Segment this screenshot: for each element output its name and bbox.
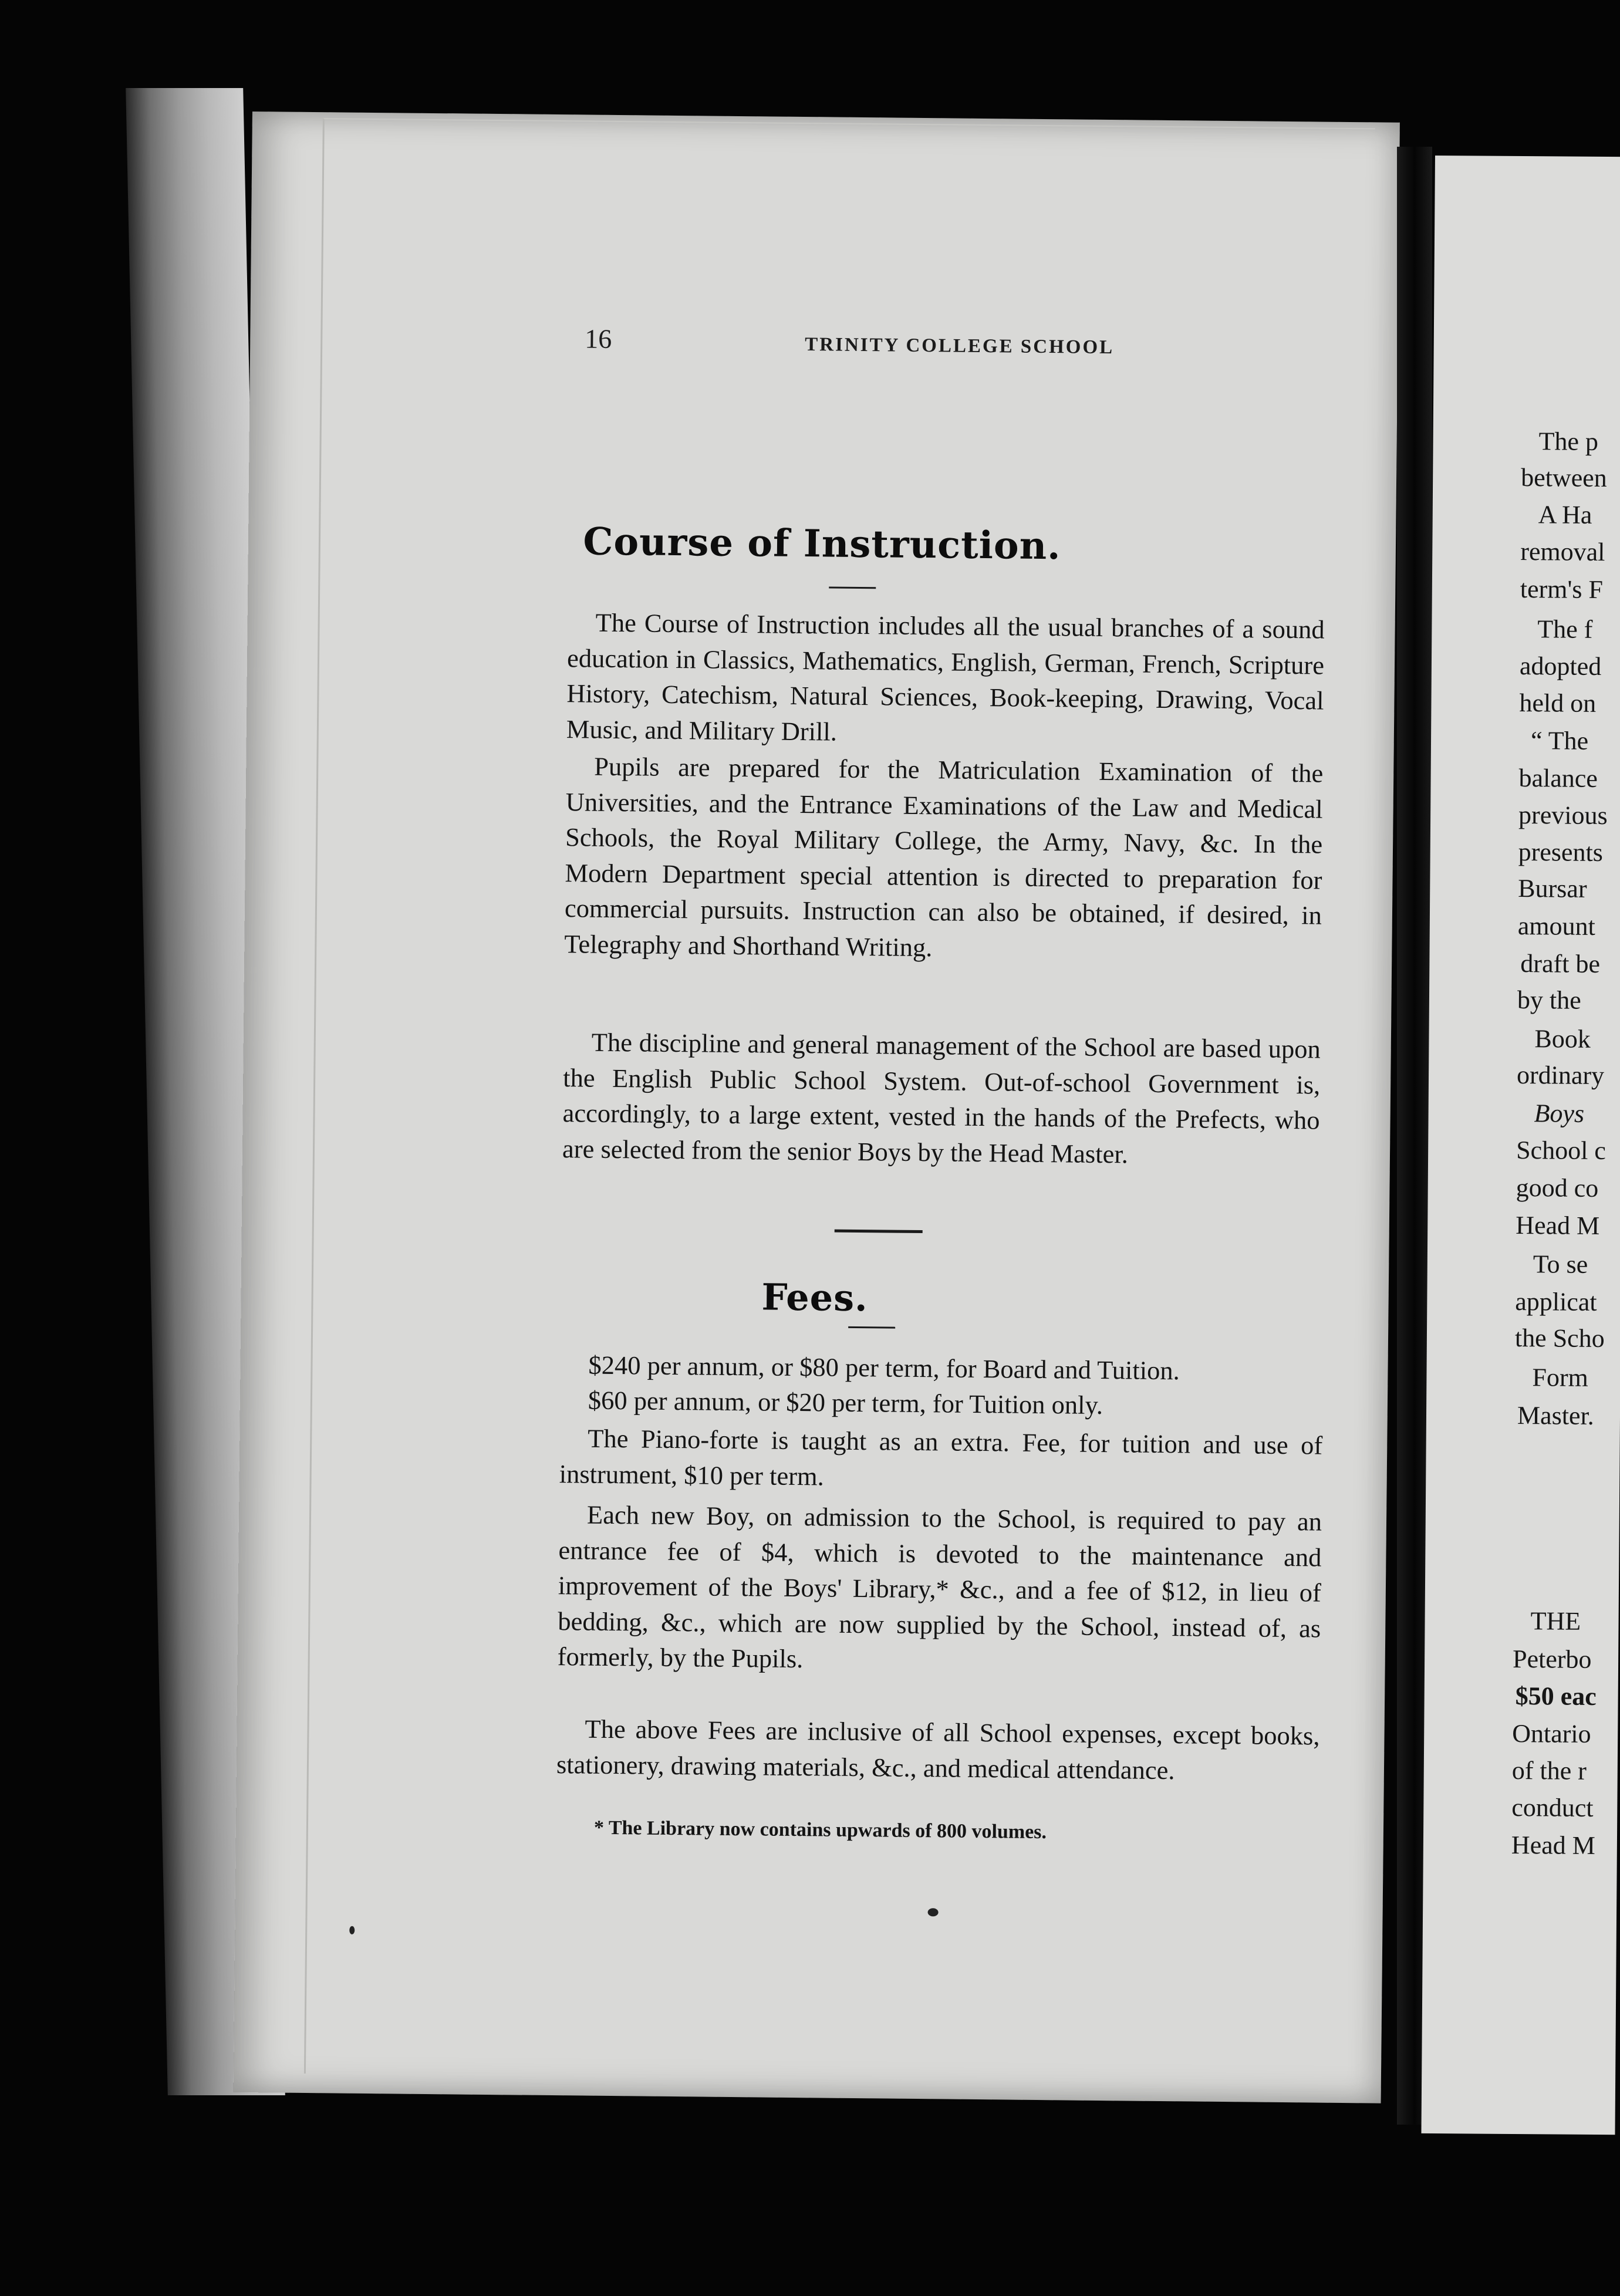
fees-tuition-only: $60 per annum, or $20 per term, for Tuition only. [588,1385,1103,1420]
facing-line: The f [1537,614,1593,644]
course-paragraph-2: Pupils are prepared for the Matriculation Examination of the Universities, and the Entrance Examinations of the Law and Medical Schools, the Royal Military College, the Army, Navy, &c. In the Modern Department special attention is directed to preparation for commercial pursuits. Instruction can also be obtained, if desired, in Telegraphy and Shorthand Writing. [564,751,1324,962]
course-of-instruction-heading: Course of Instruction. [583,519,1061,569]
facing-line: “ The [1530,726,1589,755]
fees-inclusive: The above Fees are inclusive of all School expenses, except books, stationery, drawing materials, &c., and medical attendance. [556,1714,1320,1785]
facing-line: ordinary [1516,1061,1605,1090]
page-number: 16 [585,323,612,354]
fees-board-and-tuition: $240 per annum, or $80 per term, for Board and Tuition. [588,1350,1180,1386]
library-footnote: * The Library now contains upwards of 800 volumes. [593,1816,1047,1843]
facing-line: adopted [1519,651,1602,681]
facing-line: Form [1532,1363,1588,1392]
facing-line: of the r [1511,1755,1587,1785]
facing-line: previous [1518,801,1608,830]
running-head: TRINITY COLLEGE SCHOOL [805,334,1115,359]
ink-speck [349,1926,355,1934]
facing-line: by the [1517,985,1581,1015]
facing-line: Head M [1511,1830,1596,1860]
facing-line: amount [1517,911,1595,941]
facing-line: good co [1516,1173,1599,1203]
facing-line: THE [1530,1606,1581,1636]
facing-line: balance [1518,764,1598,793]
facing-line: between [1521,463,1607,493]
facing-line: conduct [1511,1792,1594,1822]
facing-line: A Ha [1538,500,1592,529]
facing-line: Boys [1534,1099,1585,1128]
fees-entrance: Each new Boy, on admission to the School, is required to pay an entrance fee of $4, which is devoted to the maintenance and improvement of the Boys' Library,* &c., and a fee of $12, in lieu of bedding, &c., which are now supplied by the School, instead of, as formerly, by the Pupils. [557,1500,1322,1674]
facing-line: To se [1533,1250,1588,1279]
facing-page [1421,156,1620,2135]
facing-line: held on [1519,688,1597,718]
course-paragraph-1: The Course of Instruction includes all the usual branches of a sound education in Classics, Mathematics, English, German, French, Scripture History, Catechism, Natural Sciences, Book-keeping, Drawing, Vocal Music, and Military Drill. [566,607,1325,747]
facing-line: Ontario [1512,1718,1591,1748]
facing-line: removal [1520,537,1605,567]
left-page [234,112,1400,2103]
facing-line: School c [1516,1136,1607,1166]
fees-piano-forte: The Piano-forte is taught as an extra. Fee, for tuition and use of instrument, $10 per term. [559,1423,1323,1491]
facing-line: The p [1538,427,1599,456]
facing-line: Master. [1517,1401,1594,1430]
fees-heading: Fees. [761,1275,868,1320]
facing-line: $50 eac [1515,1682,1597,1711]
facing-line: the Scho [1514,1323,1605,1353]
facing-line: term's F [1520,575,1604,605]
facing-line: presents [1518,838,1604,867]
facing-line: Book [1534,1024,1591,1054]
ink-speck [928,1908,939,1916]
facing-line: draft be [1520,949,1601,978]
facing-line: Head M [1516,1211,1600,1241]
facing-line: Peterbo [1512,1644,1592,1674]
facing-line: Bursar [1518,874,1587,903]
facing-line: applicat [1515,1287,1597,1316]
course-paragraph-3: The discipline and general management of the School are based upon the English Public School System. Out-of-school Government is, accordingly, to a large extent, vested in the hands of the Prefects, who are selected from the senior Boys by the Head Master. [562,1027,1321,1169]
